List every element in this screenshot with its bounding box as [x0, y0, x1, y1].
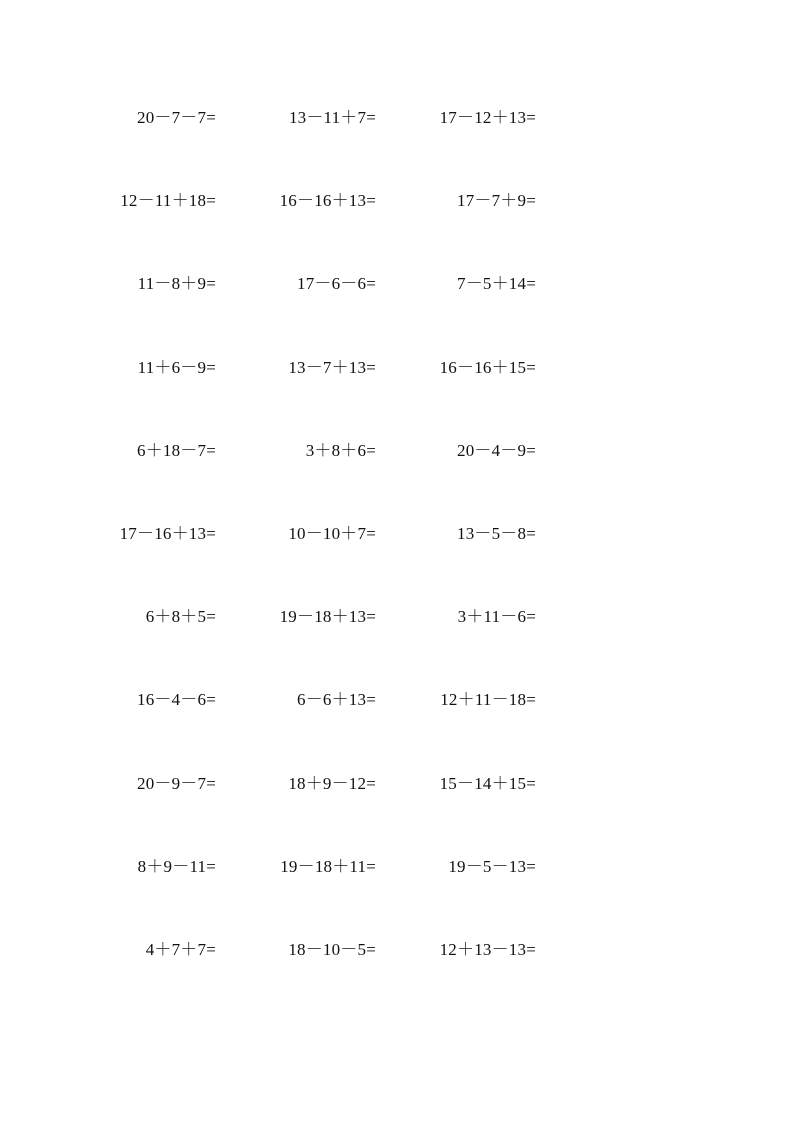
- math-problem: 6＋8＋5=: [145, 607, 216, 627]
- math-problem: 11＋6－9=: [137, 357, 216, 377]
- math-problem: 12＋11－18=: [440, 690, 536, 710]
- math-problem: 19－18＋11=: [280, 856, 376, 876]
- math-problem: 17－6－6=: [297, 274, 376, 294]
- math-problem: 6＋18－7=: [137, 440, 216, 460]
- math-problem: 12－11＋18=: [120, 191, 216, 211]
- math-problem: 19－5－13=: [448, 856, 536, 876]
- math-problem: 17－12＋13=: [439, 108, 536, 127]
- math-problem: 8＋9－11=: [137, 856, 216, 876]
- math-problem: 12＋13－13=: [439, 939, 536, 959]
- math-problem: 13－11＋7=: [288, 108, 376, 127]
- math-problem: 18－10－5=: [288, 939, 376, 959]
- math-problem: 16－4－6=: [137, 690, 216, 710]
- math-problem: 3＋11－6=: [457, 607, 536, 627]
- math-problem: 17－16＋13=: [119, 523, 216, 543]
- math-problem: 3＋8＋6=: [305, 440, 376, 460]
- math-problem: 13－5－8=: [457, 523, 536, 543]
- math-problem: 18＋9－12=: [288, 773, 376, 793]
- math-problem: 4＋7＋7=: [145, 939, 216, 959]
- math-problem: 13－7＋13=: [288, 357, 376, 377]
- math-problem: 17－7＋9=: [457, 191, 536, 211]
- math-problem: 15－14＋15=: [439, 773, 536, 793]
- math-problem: 20－4－9=: [457, 440, 536, 460]
- arithmetic-worksheet: [56, 106, 536, 1021]
- math-problem: 16－16＋13=: [279, 191, 376, 211]
- math-problem: 7－5＋14=: [457, 274, 536, 294]
- math-problem: 11－8＋9=: [137, 274, 216, 294]
- math-problem: 16－16＋15=: [439, 357, 536, 377]
- math-problem: 6－6＋13=: [297, 690, 376, 710]
- math-problem: 20－9－7=: [137, 773, 216, 793]
- math-problem: 10－10＋7=: [288, 523, 376, 543]
- math-problem: 20－7－7=: [137, 108, 216, 127]
- math-problem: 19－18＋13=: [279, 607, 376, 627]
